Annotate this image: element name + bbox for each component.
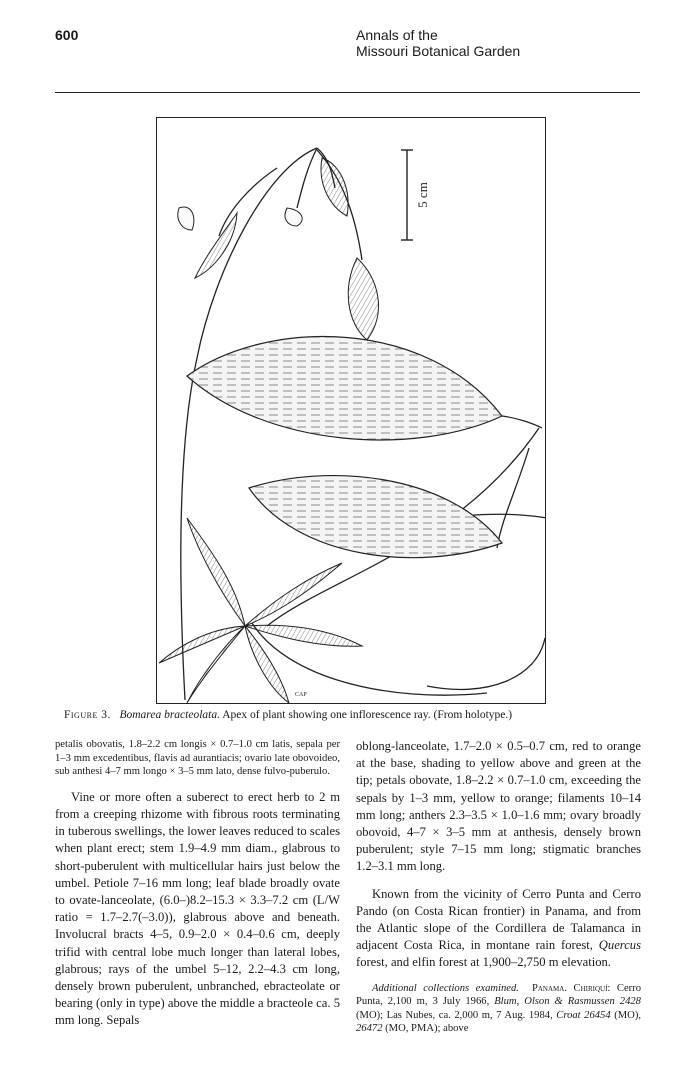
latin-description: petalis obovatis, 1.8–2.2 cm longis × 0.7–1.0 cm latis, sepala per 1–3 mm excedentibus, flavis ad aurantiacis; ovario late obovoideo, sub anthesi 4–7 mm longo × 3–5 mm lato, dense fulvo-puberulo. [55,739,340,778]
specimens-text-3: (MO), [614,1009,641,1021]
description-continued: oblong-lanceolate, 1.7–2.0 × 0.5–0.7 cm, red to orange at the base, shading to yellow above and green at the tip; petals obovate, 1.8–2.2 × 0.7–1.0 cm, exceeding the sepals by 1–3 mm, yellow to orange; filaments 10–14 mm long; anthers 2.3–3.5 × 1.0–1.6 mm; ovary broadly obovoid, 4–7 × 3–5 mm at anthesis, densely brown puberulent; style 7–15 mm long; stigmatic branches 1.2–3.1 mm long. [356,739,641,874]
left-column [55,738,340,1030]
scale-bar-label: 5 cm [415,182,430,208]
specimens-province: Chiriquí: [573,982,611,994]
specimens-country: Panama. [531,982,567,994]
caption-label: Figure 3. [64,709,111,721]
botanical-illustration [156,117,546,704]
specimens-text-2: (MO); Las Nubes, ca. 2,000 m, 7 Aug. 1984, [356,1009,553,1021]
distribution-text-a: Known from the vicinity of Cerro Punta and Cerro Pando (on Costa Rican frontier) in Panama, and from the Atlantic slope of the Cordillera de Talamanca in adjacent Costa Rica, in montane rain forest, [356,886,641,953]
distribution-text-b: forest, and elfin forest at 1,900–2,750 m elevation. [356,955,611,970]
specimens-heading: Additional collections examined. [372,982,519,994]
artist-initials: CAP [295,692,307,698]
upper-leaf [187,337,542,440]
right-column [356,738,641,1036]
description-paragraph: Vine or more often a suberect to erect herb to 2 m from a creeping rhizome with fibrous roots terminating in tuberous swellings, the lower leaves reduced to scales when plant erect; stem 1.9–4.9 mm diam., glabrous to short-puberulent with multicellular hairs just below the umbel. Petiole 7–16 mm long; leaf blade broadly ovate to ovate-lanceolate, (6.0–)8.2–15.3 × 3.3–7.2 cm (L/W ratio = 1.7–2.7(–3.0)), glabrous above and beneath. Involucral bracts 4–5, 0.9–2.0 × 0.4–0.6 cm, deeply trifid with central lobe much longer than lateral lobes, glabrous; rays of the umbel 5–12, 2.2–4.3 cm long, densely brown puberulent, unbranched, ebracteolate or bearing (only in type) above the middle a bracteole ca. 5 mm long. Sepals [55,789,340,1028]
figure-caption [64,709,644,721]
collector-2: Croat 26454 [556,1009,611,1021]
journal-title-line1: Annals of the [356,27,438,43]
journal-title-line2: Missouri Botanical Garden [356,43,521,59]
collector-3: 26472 [356,1023,383,1035]
header-rule [55,92,640,93]
distribution-genus: Quercus [598,938,641,953]
specimens-paragraph [356,982,641,1036]
journal-title [356,27,520,59]
lower-leaf [249,476,502,558]
specimens-text-1: Cerro Punta, 2,100 m, 3 July 1966, [356,982,641,1008]
scale-bar [401,150,413,240]
page-number: 600 [55,27,79,43]
caption-species: Bomarea bracteolata. [119,709,220,721]
caption-text: Apex of plant showing one inflorescence ray. (From holotype.) [222,709,513,721]
specimens-text-4: (MO, PMA); above [385,1023,469,1035]
distribution-paragraph [356,886,641,972]
collector-1: Blum, Olson & Rasmussen 2428 [494,996,641,1008]
